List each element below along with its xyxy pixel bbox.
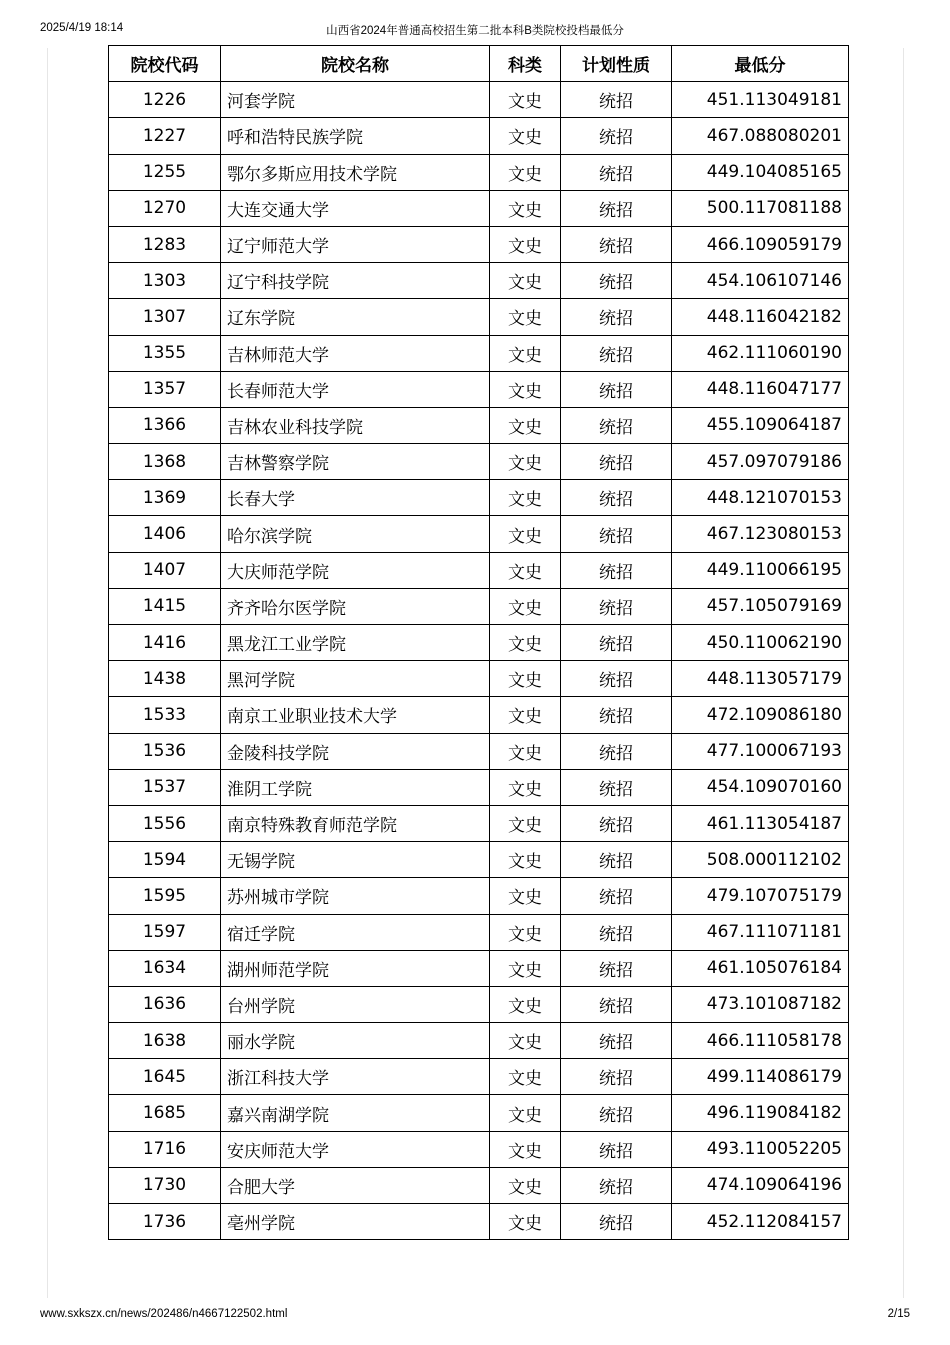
plan-type-cell: 统招 [561,914,672,950]
print-footer [40,1308,910,1326]
school-code-cell: 1406 [109,516,221,552]
plan-type-cell: 统招 [561,1059,672,1095]
subject-type-cell: 文史 [490,154,561,190]
subject-type-cell: 文史 [490,661,561,697]
plan-type-cell: 统招 [561,697,672,733]
school-code-cell: 1634 [109,950,221,986]
min-score-cell: 452.112084157 [672,1204,849,1240]
school-code-cell: 1636 [109,986,221,1022]
admission-scores-table [108,45,849,1240]
min-score-cell: 448.116042182 [672,299,849,335]
school-code-cell: 1638 [109,1023,221,1059]
school-code-cell: 1407 [109,552,221,588]
min-score-cell: 500.117081188 [672,190,849,226]
column-header-name: 院校名称 [221,46,490,82]
school-name-cell: 湖州师范学院 [221,950,490,986]
table-body [109,82,849,1240]
subject-type-cell: 文史 [490,82,561,118]
school-code-cell: 1369 [109,480,221,516]
min-score-cell: 474.109064196 [672,1167,849,1203]
school-code-cell: 1226 [109,82,221,118]
school-code-cell: 1355 [109,335,221,371]
table-row [109,118,849,154]
min-score-cell: 457.105079169 [672,588,849,624]
school-name-cell: 辽东学院 [221,299,490,335]
plan-type-cell: 统招 [561,444,672,480]
school-name-cell: 台州学院 [221,986,490,1022]
plan-type-cell: 统招 [561,263,672,299]
school-code-cell: 1594 [109,842,221,878]
school-code-cell: 1357 [109,371,221,407]
school-name-cell: 辽宁科技学院 [221,263,490,299]
school-name-cell: 呼和浩特民族学院 [221,118,490,154]
subject-type-cell: 文史 [490,1059,561,1095]
plan-type-cell: 统招 [561,1023,672,1059]
min-score-cell: 461.113054187 [672,805,849,841]
plan-type-cell: 统招 [561,986,672,1022]
plan-type-cell: 统招 [561,805,672,841]
subject-type-cell: 文史 [490,552,561,588]
school-code-cell: 1645 [109,1059,221,1095]
plan-type-cell: 统招 [561,842,672,878]
plan-type-cell: 统招 [561,588,672,624]
school-name-cell: 丽水学院 [221,1023,490,1059]
table-row [109,769,849,805]
subject-type-cell: 文史 [490,588,561,624]
plan-type-cell: 统招 [561,516,672,552]
subject-type-cell: 文史 [490,697,561,733]
table-row [109,516,849,552]
subject-type-cell: 文史 [490,335,561,371]
school-name-cell: 吉林师范大学 [221,335,490,371]
min-score-cell: 466.109059179 [672,226,849,262]
school-code-cell: 1595 [109,878,221,914]
school-name-cell: 鄂尔多斯应用技术学院 [221,154,490,190]
subject-type-cell: 文史 [490,190,561,226]
page-url: www.sxkszx.cn/news/202486/n4667122502.html [40,1308,288,1320]
school-name-cell: 南京特殊教育师范学院 [221,805,490,841]
min-score-cell: 448.116047177 [672,371,849,407]
school-name-cell: 长春师范大学 [221,371,490,407]
school-name-cell: 苏州城市学院 [221,878,490,914]
plan-type-cell: 统招 [561,661,672,697]
min-score-cell: 496.119084182 [672,1095,849,1131]
subject-type-cell: 文史 [490,299,561,335]
plan-type-cell: 统招 [561,1131,672,1167]
table-row [109,1059,849,1095]
school-code-cell: 1416 [109,625,221,661]
table-row [109,407,849,443]
table-row [109,480,849,516]
min-score-cell: 451.113049181 [672,82,849,118]
table-row [109,697,849,733]
plan-type-cell: 统招 [561,1204,672,1240]
table-row [109,986,849,1022]
plan-type-cell: 统招 [561,733,672,769]
school-code-cell: 1685 [109,1095,221,1131]
table-header-row [109,46,849,82]
school-code-cell: 1283 [109,226,221,262]
plan-type-cell: 统招 [561,769,672,805]
subject-type-cell: 文史 [490,914,561,950]
subject-type-cell: 文史 [490,878,561,914]
min-score-cell: 462.111060190 [672,335,849,371]
column-header-type: 科类 [490,46,561,82]
column-header-score: 最低分 [672,46,849,82]
subject-type-cell: 文史 [490,263,561,299]
school-name-cell: 长春大学 [221,480,490,516]
table-row [109,1023,849,1059]
table-row [109,805,849,841]
table-row [109,552,849,588]
plan-type-cell: 统招 [561,82,672,118]
min-score-cell: 499.114086179 [672,1059,849,1095]
table-row [109,842,849,878]
subject-type-cell: 文史 [490,950,561,986]
school-name-cell: 吉林农业科技学院 [221,407,490,443]
table-row [109,1204,849,1240]
school-code-cell: 1255 [109,154,221,190]
subject-type-cell: 文史 [490,516,561,552]
school-name-cell: 安庆师范大学 [221,1131,490,1167]
subject-type-cell: 文史 [490,986,561,1022]
school-name-cell: 南京工业职业技术大学 [221,697,490,733]
table-row [109,588,849,624]
table-row [109,226,849,262]
plan-type-cell: 统招 [561,950,672,986]
table-row [109,914,849,950]
table-row [109,1167,849,1203]
plan-type-cell: 统招 [561,1167,672,1203]
subject-type-cell: 文史 [490,842,561,878]
school-name-cell: 大庆师范学院 [221,552,490,588]
school-name-cell: 嘉兴南湖学院 [221,1095,490,1131]
min-score-cell: 449.110066195 [672,552,849,588]
subject-type-cell: 文史 [490,444,561,480]
min-score-cell: 473.101087182 [672,986,849,1022]
plan-type-cell: 统招 [561,118,672,154]
table-row [109,190,849,226]
table-row [109,263,849,299]
school-name-cell: 合肥大学 [221,1167,490,1203]
school-code-cell: 1716 [109,1131,221,1167]
subject-type-cell: 文史 [490,1095,561,1131]
table-row [109,661,849,697]
table-row [109,299,849,335]
plan-type-cell: 统招 [561,625,672,661]
school-code-cell: 1303 [109,263,221,299]
school-code-cell: 1537 [109,769,221,805]
school-code-cell: 1730 [109,1167,221,1203]
subject-type-cell: 文史 [490,118,561,154]
page-edge-left [47,48,48,1298]
plan-type-cell: 统招 [561,480,672,516]
min-score-cell: 454.106107146 [672,263,849,299]
school-name-cell: 黑龙江工业学院 [221,625,490,661]
school-name-cell: 齐齐哈尔医学院 [221,588,490,624]
min-score-cell: 450.110062190 [672,625,849,661]
school-name-cell: 辽宁师范大学 [221,226,490,262]
subject-type-cell: 文史 [490,226,561,262]
school-code-cell: 1533 [109,697,221,733]
subject-type-cell: 文史 [490,371,561,407]
min-score-cell: 493.110052205 [672,1131,849,1167]
min-score-cell: 457.097079186 [672,444,849,480]
school-name-cell: 吉林警察学院 [221,444,490,480]
plan-type-cell: 统招 [561,299,672,335]
subject-type-cell: 文史 [490,480,561,516]
min-score-cell: 479.107075179 [672,878,849,914]
school-code-cell: 1438 [109,661,221,697]
min-score-cell: 466.111058178 [672,1023,849,1059]
school-name-cell: 大连交通大学 [221,190,490,226]
school-code-cell: 1556 [109,805,221,841]
print-header [40,22,910,40]
subject-type-cell: 文史 [490,625,561,661]
school-name-cell: 黑河学院 [221,661,490,697]
document-title: 山西省2024年普通高校招生第二批本科B类院校投档最低分 [326,25,624,37]
table-row [109,335,849,371]
school-code-cell: 1366 [109,407,221,443]
subject-type-cell: 文史 [490,1204,561,1240]
school-code-cell: 1536 [109,733,221,769]
plan-type-cell: 统招 [561,190,672,226]
school-code-cell: 1307 [109,299,221,335]
school-code-cell: 1597 [109,914,221,950]
plan-type-cell: 统招 [561,552,672,588]
plan-type-cell: 统招 [561,226,672,262]
table-row [109,625,849,661]
subject-type-cell: 文史 [490,769,561,805]
subject-type-cell: 文史 [490,407,561,443]
school-code-cell: 1270 [109,190,221,226]
subject-type-cell: 文史 [490,805,561,841]
plan-type-cell: 统招 [561,154,672,190]
table-row [109,444,849,480]
table-row [109,82,849,118]
table-row [109,371,849,407]
min-score-cell: 449.104085165 [672,154,849,190]
plan-type-cell: 统招 [561,407,672,443]
subject-type-cell: 文史 [490,1023,561,1059]
school-code-cell: 1415 [109,588,221,624]
print-timestamp: 2025/4/19 18:14 [40,22,124,34]
school-name-cell: 宿迁学院 [221,914,490,950]
table-row [109,878,849,914]
school-code-cell: 1736 [109,1204,221,1240]
school-name-cell: 亳州学院 [221,1204,490,1240]
column-header-plan: 计划性质 [561,46,672,82]
subject-type-cell: 文史 [490,1131,561,1167]
min-score-cell: 472.109086180 [672,697,849,733]
page-number: 2/15 [887,1308,910,1320]
plan-type-cell: 统招 [561,371,672,407]
min-score-cell: 467.111071181 [672,914,849,950]
plan-type-cell: 统招 [561,1095,672,1131]
min-score-cell: 448.121070153 [672,480,849,516]
min-score-cell: 467.123080153 [672,516,849,552]
plan-type-cell: 统招 [561,878,672,914]
min-score-cell: 454.109070160 [672,769,849,805]
table-row [109,154,849,190]
column-header-code: 院校代码 [109,46,221,82]
school-code-cell: 1227 [109,118,221,154]
min-score-cell: 467.088080201 [672,118,849,154]
min-score-cell: 508.000112102 [672,842,849,878]
min-score-cell: 448.113057179 [672,661,849,697]
school-name-cell: 哈尔滨学院 [221,516,490,552]
page-edge-right [903,48,904,1298]
school-code-cell: 1368 [109,444,221,480]
table-row [109,1095,849,1131]
table-row [109,733,849,769]
min-score-cell: 477.100067193 [672,733,849,769]
school-name-cell: 河套学院 [221,82,490,118]
school-name-cell: 淮阴工学院 [221,769,490,805]
table-row [109,1131,849,1167]
subject-type-cell: 文史 [490,733,561,769]
school-name-cell: 浙江科技大学 [221,1059,490,1095]
min-score-cell: 455.109064187 [672,407,849,443]
subject-type-cell: 文史 [490,1167,561,1203]
min-score-cell: 461.105076184 [672,950,849,986]
school-name-cell: 无锡学院 [221,842,490,878]
school-name-cell: 金陵科技学院 [221,733,490,769]
plan-type-cell: 统招 [561,335,672,371]
table-row [109,950,849,986]
